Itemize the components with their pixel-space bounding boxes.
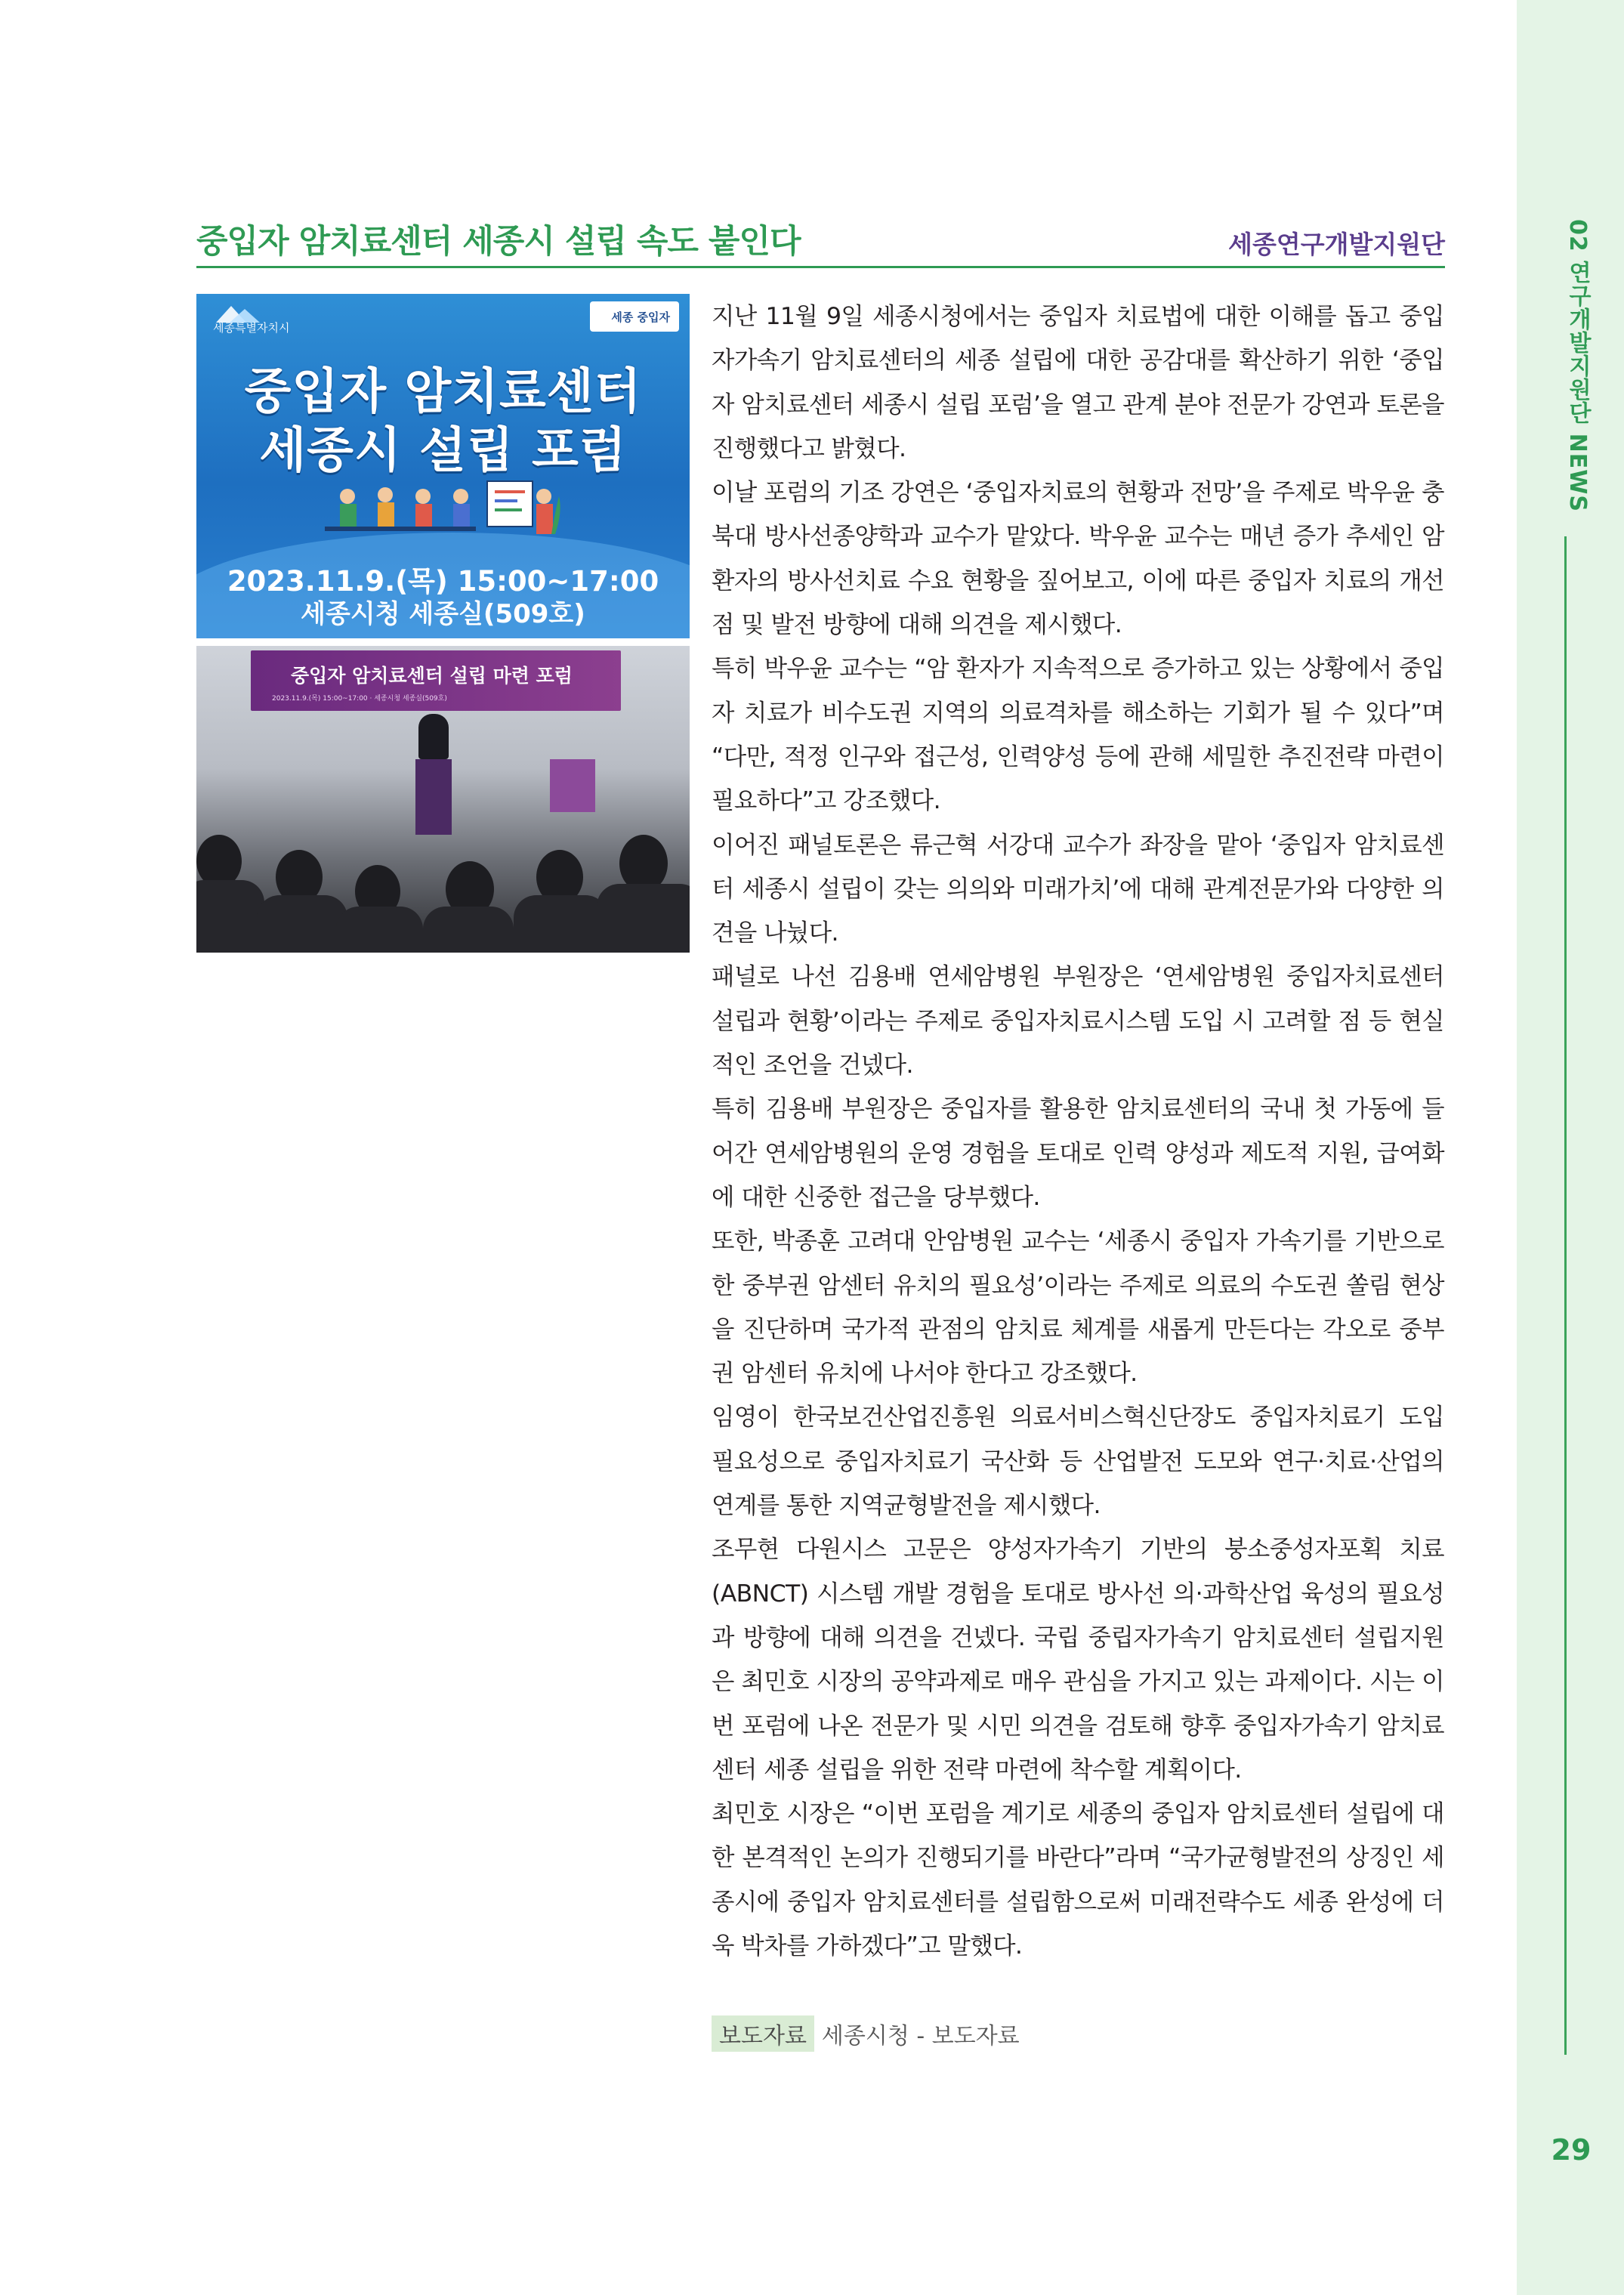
article-paragraph: 임영이 한국보건산업진흥원 의료서비스혁신단장도 중입자치료기 도입 필요성으로 중입자치료기 국산화 등 산업발전 도모와 연구·치료·산업의 연계를 통한 지역균형발전을 제시했다. — [712, 1404, 1444, 1520]
side-screen — [550, 759, 595, 812]
audience-body — [257, 895, 347, 953]
article-paragraph: 특히 김용배 부원장은 중입자를 활용한 암치료센터의 국내 첫 가동에 들어간 연세암병원의 운영 경험을 토대로 인력 양성과 제도적 지원, 급여화에 대한 신중한 접근을 당부했다. — [712, 1095, 1444, 1211]
photo-banner-text: 중입자 암치료센터 설립 마련 포럼 — [291, 665, 573, 687]
panel-people-illustration-icon — [325, 474, 567, 557]
forum-photo — [196, 646, 690, 953]
photo-banner-subtext: 2023.11.9.(목) 15:00~17:00 · 세종시청 세종실(509호) — [272, 695, 447, 703]
source-badge: 보도자료 — [712, 2015, 814, 2052]
speaker-figure — [418, 714, 449, 759]
forum-poster-image — [196, 294, 690, 638]
poster-title-line2: 세종시 설립 포럼 — [259, 423, 627, 479]
article-paragraph: 조무현 다원시스 고문은 양성자가속기 기반의 붕소중성자포획 치료(ABNCT) 시스템 개발 경험을 토대로 방사선 의·과학산업 육성의 필요성과 방향에 대해 의견을 건넸다. 국립 중립자가속기 암치료센터 설립지원은 최민호 시장의 공약과제로 매우 관심을 가지고 있는 과제이다. 시는 이번 포럼에 나온 전문가 및 시민 의견을 검토해 향후 중입자가속기 암치료센터 세종 설립을 위한 전략 마련에 착수할 계획이다. — [712, 1536, 1444, 1784]
article-paragraph: 지난 11월 9일 세종시청에서는 중입자 치료법에 대한 이해를 돕고 중입자가속기 암치료센터의 세종 설립에 대한 공감대를 확산하기 위한 ‘중입자 암치료센터 세종시 설립 포럼’을 열고 관계 분야 전문가 강연과 토론을 진행했다고 밝혔다. — [712, 303, 1444, 462]
poster-title-line1: 중입자 암치료센터 — [244, 364, 642, 420]
audience-body — [597, 884, 690, 953]
article-body — [712, 295, 1444, 1968]
article-paragraph: 이어진 패널토론은 류근혁 서강대 교수가 좌장을 맡아 ‘중입자 암치료센터 세종시 설립이 갖는 의의와 미래가치’에 대해 관계전문가와 다양한 의견을 나눴다. — [712, 831, 1444, 947]
article-paragraph: 패널로 나선 김용배 연세암병원 부원장은 ‘연세암병원 중입자치료센터 설립과 현황’이라는 주제로 중입자치료시스템 도입 시 고려할 점 등 현실적인 조언을 건넸다. — [712, 963, 1444, 1080]
audience-body — [196, 880, 264, 953]
poster-logo-left-text: 세종특별자치시 — [213, 321, 290, 335]
audience-body — [514, 895, 608, 953]
article-paragraph: 이날 포럼의 기조 강연은 ‘중입자치료의 현황과 전망’을 주제로 박우윤 충북대 방사선종양학과 교수가 맡았다. 박우윤 교수는 매년 증가 추세인 암 환자의 방사선치료 수요 현황을 짚어보고, 이에 따른 중입자 치료의 개선점 및 발전 방향에 대해 의견을 제시했다. — [712, 479, 1444, 639]
article-paragraph: 최민호 시장은 “이번 포럼을 계기로 세종의 중입자 암치료센터 설립에 대한 본격적인 논의가 진행되기를 바란다”라며 “국가균형발전의 상징인 세종시에 중입자 암치료센터를 설립함으로써 미래전략수도 세종 완성에 더욱 박차를 가하겠다”고 말했다. — [712, 1800, 1444, 1960]
podium — [415, 759, 452, 835]
audience-body — [423, 907, 514, 953]
article-paragraph: 또한, 박종훈 고려대 안암병원 교수는 ‘세종시 중입자 가속기를 기반으로 한 중부권 암센터 유치의 필요성’이라는 주제로 의료의 수도권 쏠림 현상을 진단하며 국가적 관점의 암치료 체계를 새롭게 만든다는 각오로 중부권 암센터 유치에 나서야 한다고 강조했다. — [712, 1228, 1444, 1388]
page-number: 29 — [1551, 2133, 1592, 2167]
header-divider — [196, 266, 1445, 268]
poster-place: 세종시청 세종실(509호) — [301, 599, 585, 629]
source-text: 세종시청 - 보도자료 — [821, 2023, 1020, 2049]
source-credit — [712, 2015, 1020, 2052]
article-title: 중입자 암치료센터 세종시 설립 속도 붙인다 — [196, 223, 801, 261]
audience-body — [336, 907, 423, 953]
section-label: 02 연구개발지원단 NEWS — [1564, 219, 1591, 512]
poster-date: 2023.11.9.(목) 15:00~17:00 — [227, 565, 659, 598]
poster-logo-right-text: 세종 중입자 — [611, 310, 670, 324]
side-divider — [1564, 536, 1567, 2055]
department-name: 세종연구개발지원단 — [1228, 230, 1445, 259]
article-paragraph: 특히 박우윤 교수는 “암 환자가 지속적으로 증가하고 있는 상황에서 중입자 치료가 비수도권 지역의 의료격차를 해소하는 기회가 될 수 있다”며 “다만, 적정 인구와 접근성, 인력양성 등에 관해 세밀한 추진전략 마련이 필요하다”고 강조했다. — [712, 655, 1444, 815]
